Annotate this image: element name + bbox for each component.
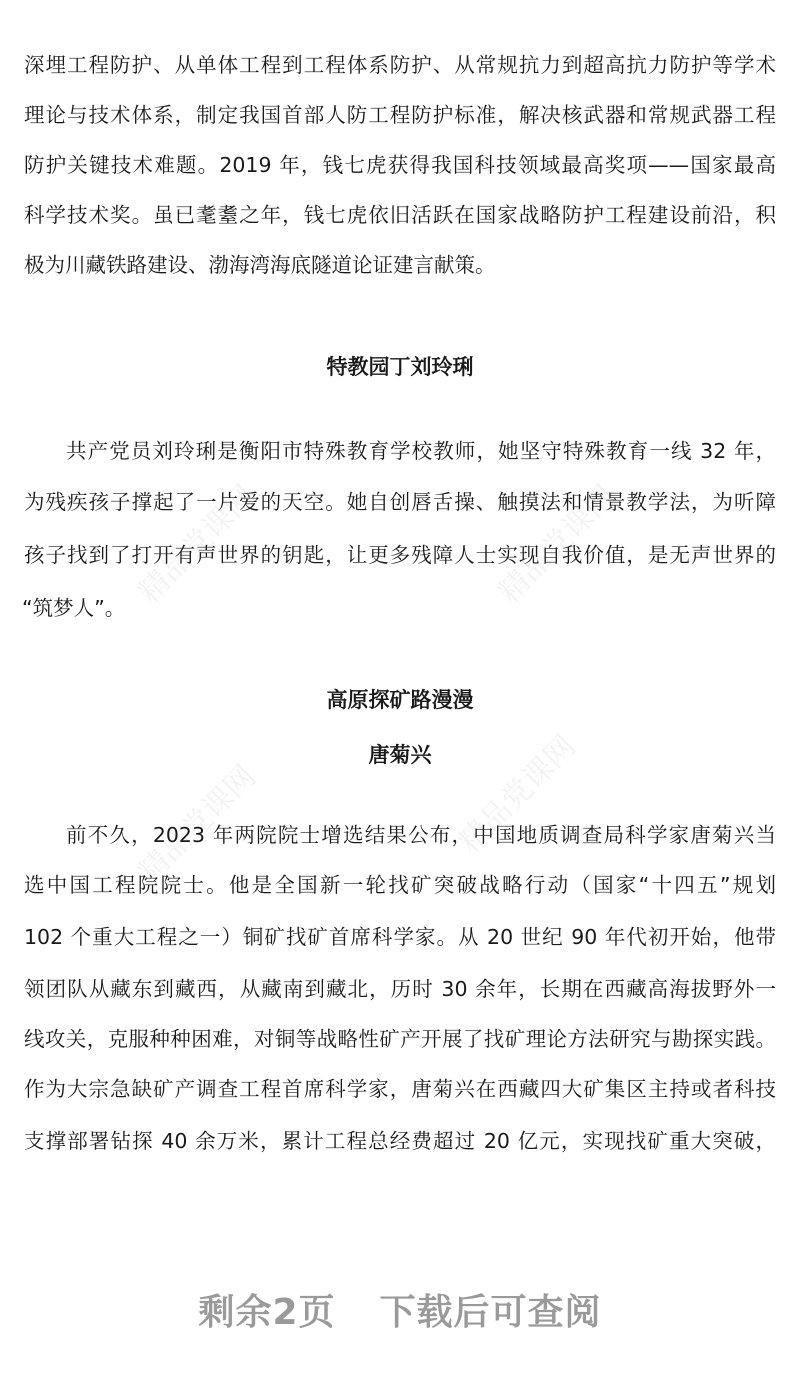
paragraph-line: 前不久，2023 年两院院士增选结果公布，中国地质调查局科学家唐菊兴当 (66, 823, 776, 847)
paragraph-line: 科学技术奖。虽已耄耋之年，钱七虎依旧活跃在国家战略防护工程建设前沿，积 (24, 203, 776, 227)
paragraph-line: “筑梦人”。 (22, 596, 126, 620)
paragraph-line: 共产党员刘玲琍是衡阳市特殊教育学校教师，她坚守特殊教育一线 32 年， (66, 439, 776, 463)
download-prompt[interactable] (0, 1284, 800, 1335)
paragraph-line: 支撑部署钻探 40 余万米，累计工程总经费超过 20 亿元，实现找矿重大突破， (24, 1129, 776, 1153)
paragraph-line: 孩子找到了打开有声世界的钥匙，让更多残障人士实现自我价值，是无声世界的 (24, 543, 776, 567)
watermark: 精品党课网 (492, 479, 623, 610)
paragraph-line: 理论与技术体系，制定我国首部人防工程防护标准，解决核武器和常规武器工程 (24, 103, 776, 127)
paragraph-line: 线攻关，克服种种困难，对铜等战略性矿产开展了找矿理论方法研究与勘探实践。 (24, 1027, 776, 1051)
watermark: 精品党课网 (132, 479, 263, 610)
paragraph-line: 102 个重大工程之一）铜矿找矿首席科学家。从 20 世纪 90 年代初开始，他带 (24, 925, 776, 949)
download-to-view-label: 下载后可查阅 (379, 1292, 602, 1333)
paragraph-line: 选中国工程院院士。他是全国新一轮找矿突破战略行动（国家“十四五”规划 (24, 873, 776, 897)
section-heading: 特教园丁刘玲琍 (326, 355, 474, 379)
paragraph-line: 为残疾孩子撑起了一片爱的天空。她自创唇舌操、触摸法和情景教学法，为听障 (24, 490, 776, 514)
watermark: 精品党课网 (132, 759, 263, 890)
section-heading: 高原探矿路漫漫 (326, 688, 474, 712)
paragraph-line: 领团队从藏东到藏西，从藏南到藏北，历时 30 余年，长期在西藏高海拔野外一 (24, 977, 776, 1001)
paragraph-line: 极为川藏铁路建设、渤海湾海底隧道论证建言献策。 (24, 253, 496, 277)
remaining-pages-label: 剩余2页 (198, 1292, 336, 1333)
paragraph-line: 作为大宗急缺矿产调查工程首席科学家，唐菊兴在西藏四大矿集区主持或者科技 (24, 1077, 776, 1101)
section-subheading: 唐菊兴 (368, 743, 432, 767)
watermark: 精品党课网 (452, 729, 583, 860)
paragraph-line: 深埋工程防护、从单体工程到工程体系防护、从常规抗力到超高抗力防护等学术 (24, 53, 776, 77)
paragraph-line: 防护关键技术难题。2019 年，钱七虎获得我国科技领域最高奖项——国家最高 (24, 153, 776, 177)
